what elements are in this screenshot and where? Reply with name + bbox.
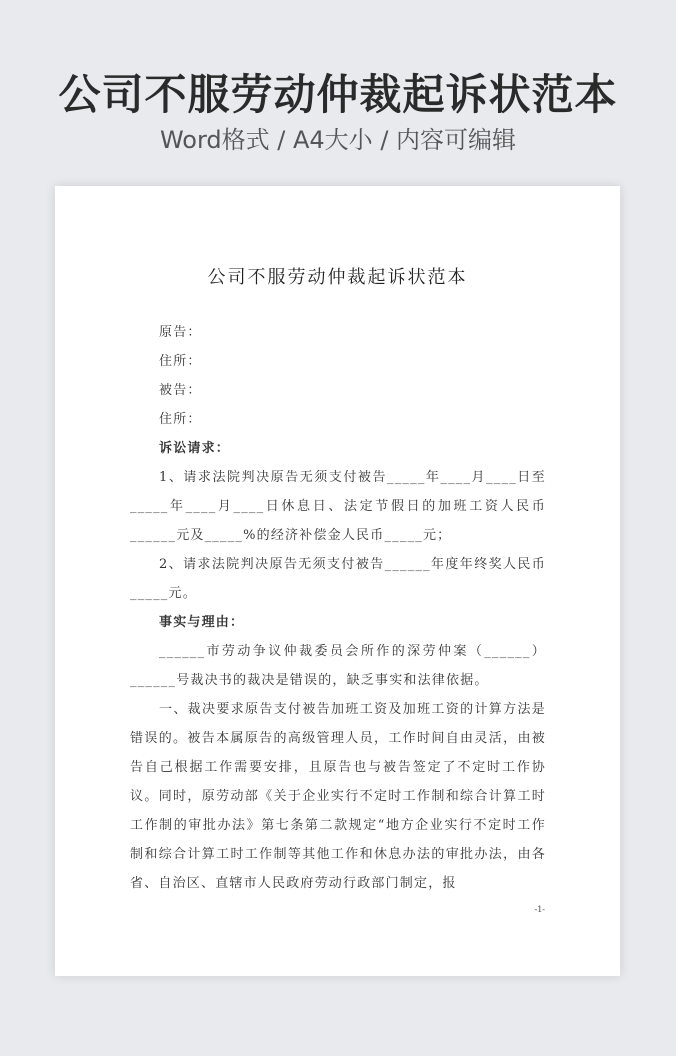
plaintiff-label: 原告：	[159, 325, 202, 340]
claim-2: 2、请求法院判决原告无须支付被告______年度年终奖人民币_____元。	[130, 557, 546, 601]
defendant-label: 被告：	[159, 383, 202, 398]
document-body	[130, 318, 546, 898]
claims-heading: 诉讼请求：	[159, 441, 231, 456]
claim-1: 1、请求法院判决原告无须支付被告_____年____月____日至_____年____月____日休息日、法定节假日的加班工资人民币______元及_____%的经济补偿金人民币_____元；	[130, 470, 546, 543]
facts-paragraph-1: ______市劳动争议仲裁委员会所作的深劳仲案（______）______号裁决书的裁决是错误的，缺乏事实和法律依据。	[130, 644, 546, 688]
banner-title: 公司不服劳动仲裁起诉状范本	[58, 70, 618, 119]
banner-subtitle: Word格式 / A4大小 / 内容可编辑	[159, 126, 517, 154]
document-title: 公司不服劳动仲裁起诉状范本	[207, 267, 468, 288]
page-number: -1-	[534, 905, 545, 914]
document-page	[55, 186, 620, 976]
defendant-address-label: 住所：	[159, 412, 202, 427]
facts-heading: 事实与理由：	[159, 615, 245, 630]
facts-paragraph-2: 一、裁决要求原告支付被告加班工资及加班工资的计算方法是错误的。被告本属原告的高级管理人员，工作时间自由灵活，由被告自己根据工作需要安排，且原告也与被告签定了不定时工作协议。同时，原劳动部《关于企业实行不定时工作制和综合计算工时工作制的审批办法》第七条第二款规定“地方企业实行不定时工作制和综合计算工时工作制等其他工作和休息办法的审批办法，由各省、自治区、直辖市人民政府劳动行政部门制定，报	[130, 702, 546, 891]
plaintiff-address-label: 住所：	[159, 354, 202, 369]
